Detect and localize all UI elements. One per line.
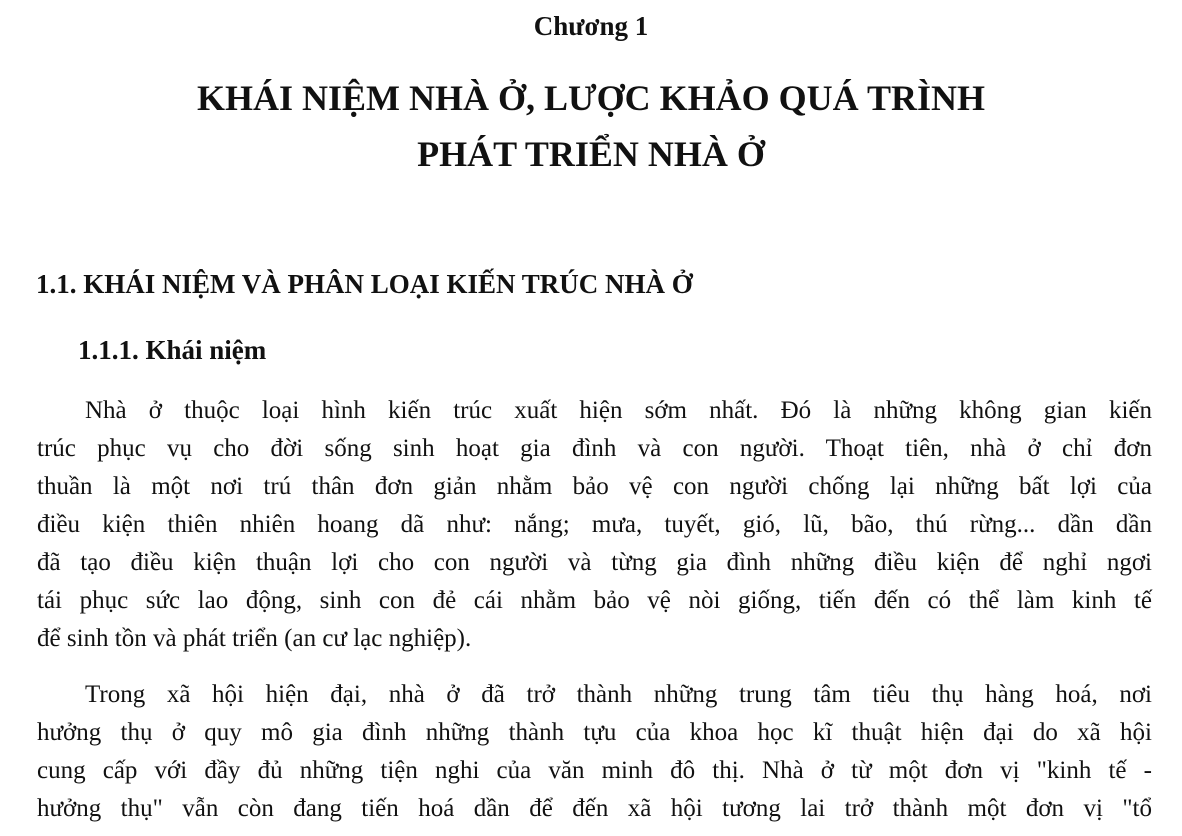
section-heading: 1.1. KHÁI NIỆM VÀ PHÂN LOẠI KIẾN TRÚC NHÀ Ở xyxy=(36,269,693,299)
paragraph-1-line-3: thuần là một nơi trú thân đơn giản nhằm bảo vệ con người chống lại những bất lợi của xyxy=(37,473,1152,500)
paragraph-1-line-2: trúc phục vụ cho đời sống sinh hoạt gia đình và con người. Thoạt tiên, nhà ở chỉ đơn xyxy=(37,435,1152,462)
chapter-title xyxy=(0,70,1182,182)
chapter-label: Chương 1 xyxy=(533,11,649,41)
paragraph-1-line-1: Nhà ở thuộc loại hình kiến trúc xuất hiện sớm nhất. Đó là những không gian kiến xyxy=(85,397,1152,424)
paragraph-2-line-2: hưởng thụ ở quy mô gia đình những thành tựu của khoa học kĩ thuật hiện đại do xã hội xyxy=(37,719,1152,746)
paragraph-2-line-3: cung cấp với đầy đủ những tiện nghi của văn minh đô thị. Nhà ở từ một đơn vị "kinh tế - xyxy=(37,757,1152,784)
subsection-heading: 1.1.1. Khái niệm xyxy=(78,335,267,365)
paragraph-2-line-4: hưởng thụ" vẫn còn đang tiến hoá dần để đến xã hội tương lai trở thành một đơn vị "tổ xyxy=(37,795,1152,822)
paragraph-1-line-7: để sinh tồn và phát triển (an cư lạc nghiệp). xyxy=(37,625,472,652)
paragraph-2-line-1: Trong xã hội hiện đại, nhà ở đã trở thành những trung tâm tiêu thụ hàng hoá, nơi xyxy=(85,681,1152,708)
chapter-title-line-2: PHÁT TRIỂN NHÀ Ở xyxy=(417,134,765,174)
paragraph-1-line-5: đã tạo điều kiện thuận lợi cho con người và từng gia đình những điều kiện để nghỉ ngơi xyxy=(37,549,1152,576)
chapter-title-line-1: KHÁI NIỆM NHÀ Ở, LƯỢC KHẢO QUÁ TRÌNH xyxy=(196,78,986,118)
paragraph-1-line-6: tái phục sức lao động, sinh con đẻ cái nhằm bảo vệ nòi giống, tiến đến có thể làm kinh tế xyxy=(37,587,1152,614)
paragraph-1-line-4: điều kiện thiên nhiên hoang dã như: nắng; mưa, tuyết, gió, lũ, bão, thú rừng... dần dần xyxy=(37,511,1152,538)
